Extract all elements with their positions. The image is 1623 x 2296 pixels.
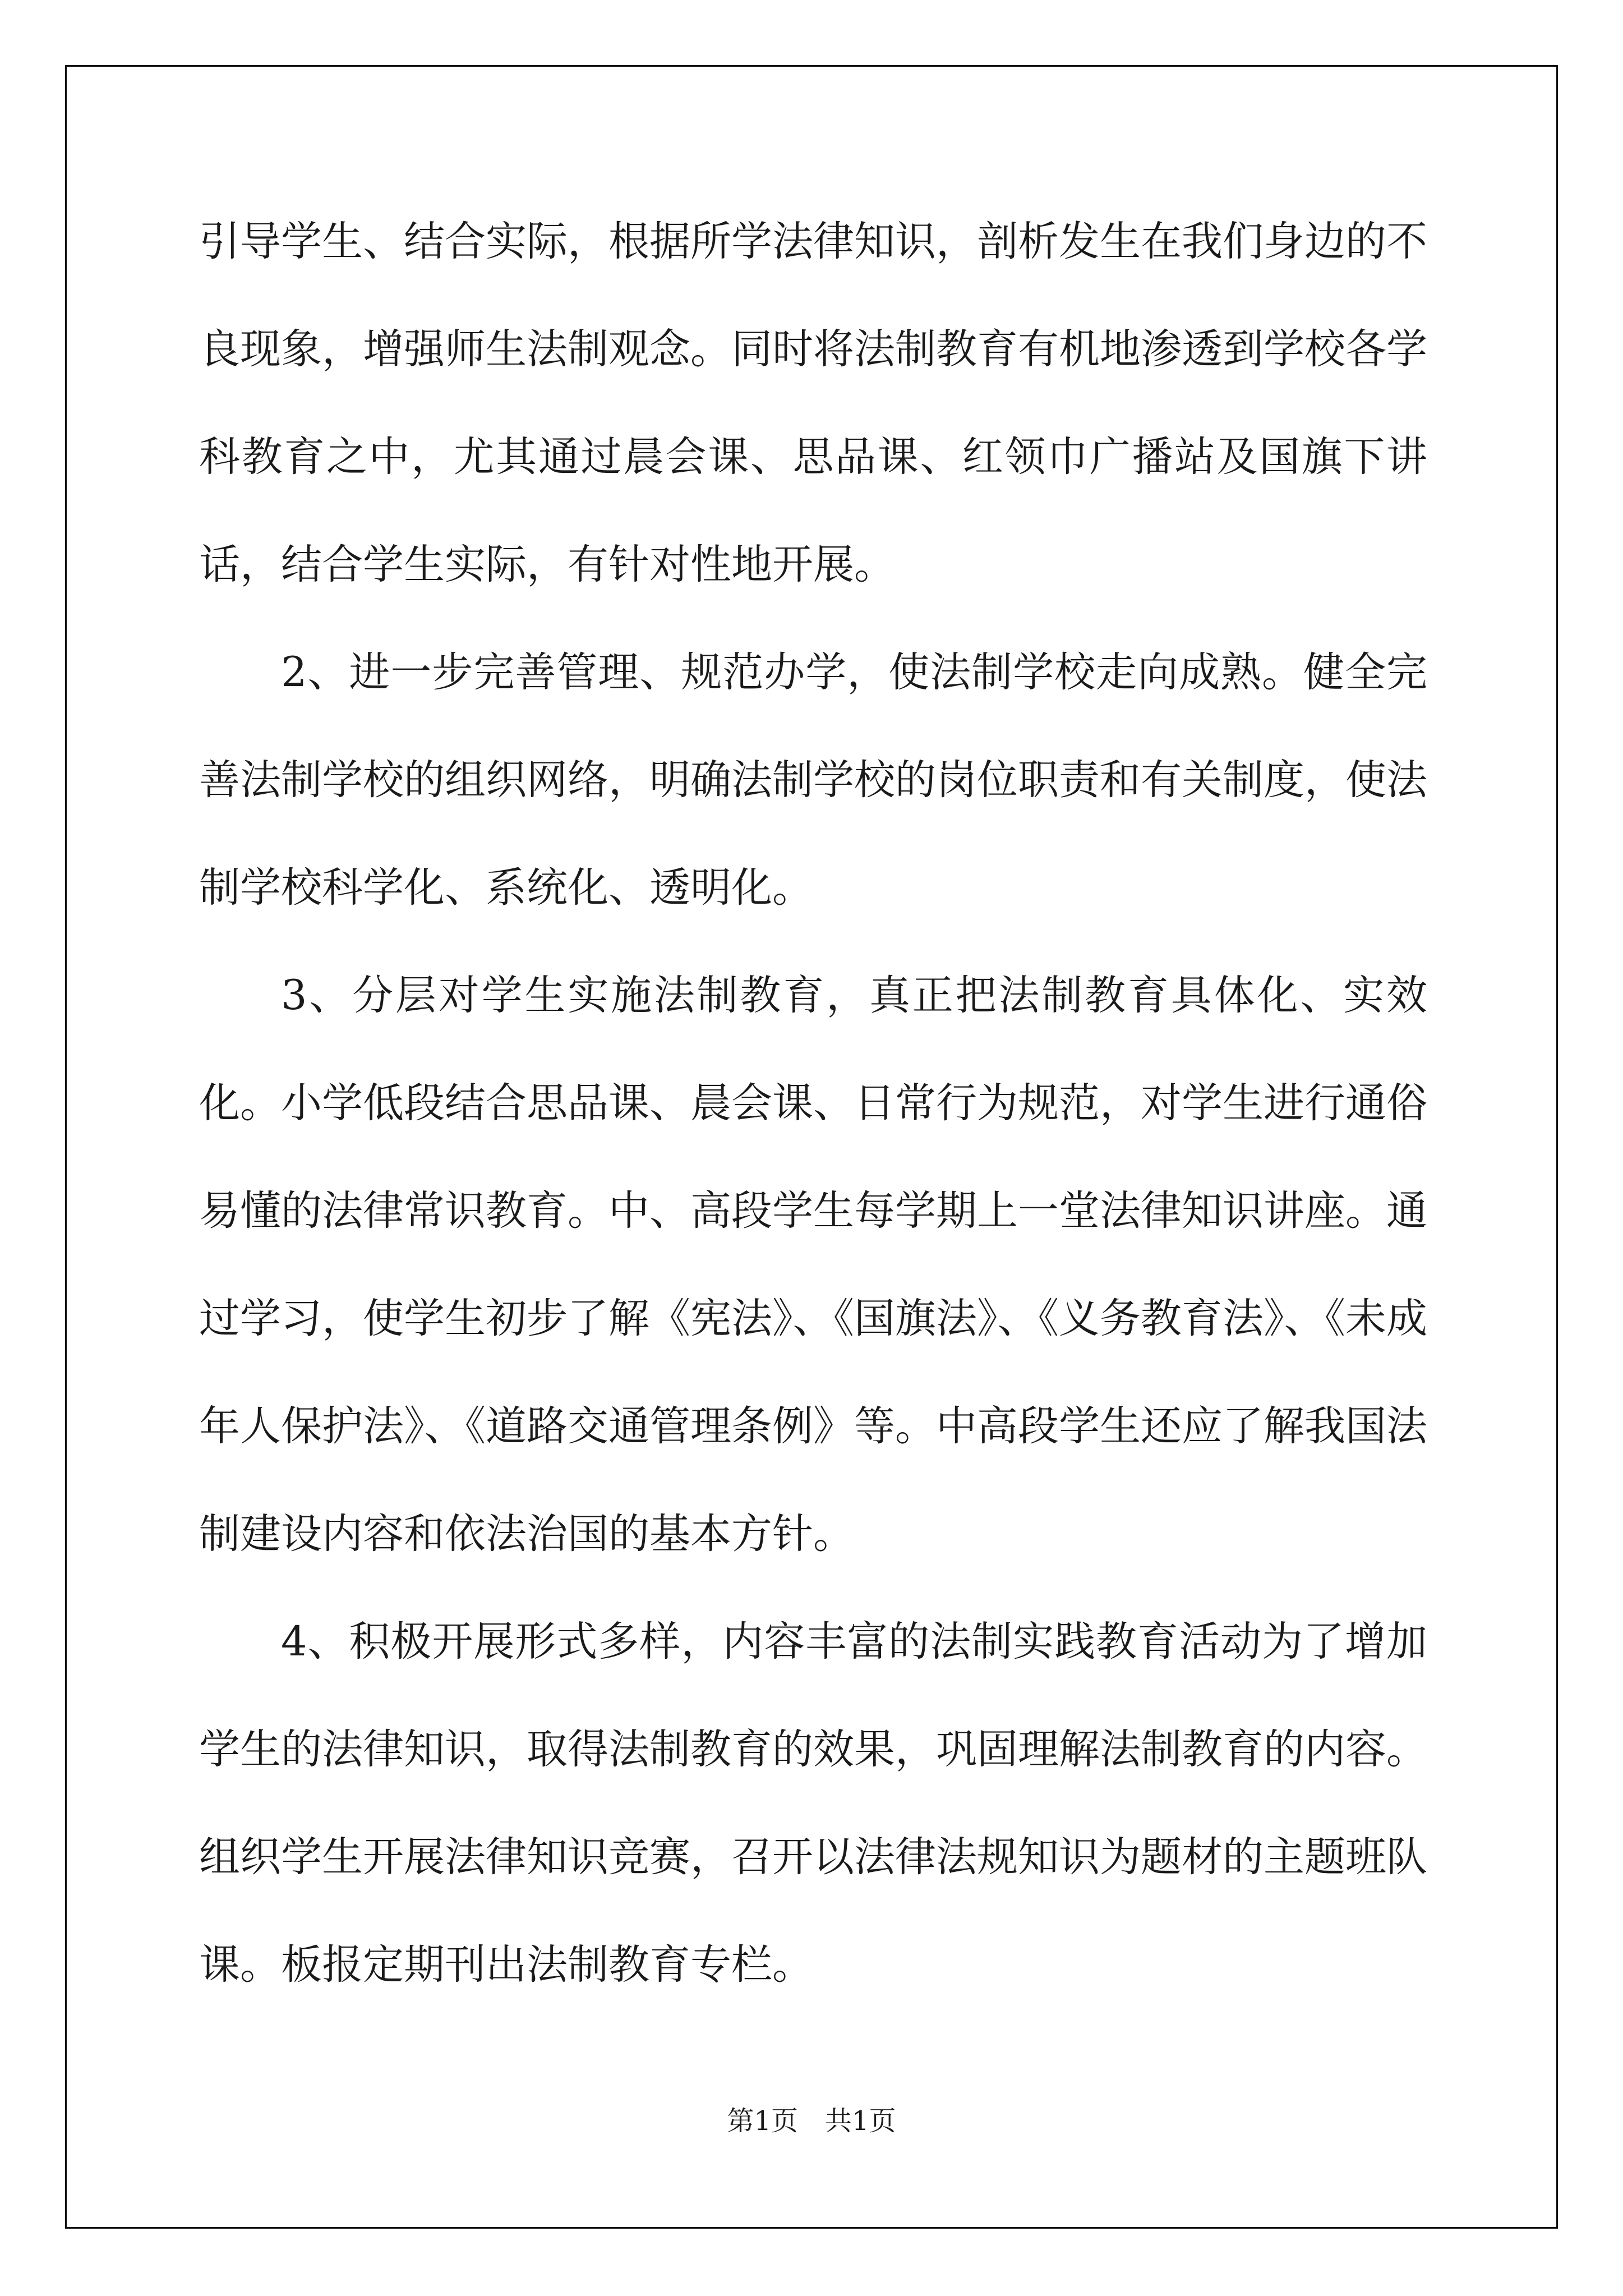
paragraph-4: 4、积极开展形式多样，内容丰富的法制实践教育活动为了增加学生的法律知识，取得法制教育的效果，巩固理解法制教育的内容。组织学生开展法律知识竞赛，召开以法律法规知识为题材的主题班队课。板报定期刊出法制教育专栏。 — [199, 1618, 1427, 1989]
paragraph-2: 2、进一步完善管理、规范办学，使法制学校走向成熟。健全完善法制学校的组织网络，明确法制学校的岗位职责和有关制度，使法制学校科学化、系统化、透明化。 — [199, 648, 1427, 912]
document-body — [199, 188, 1427, 2019]
paragraph-3: 3、分层对学生实施法制教育，真正把法制教育具体化、实效化。小学低段结合思品课、晨会课、日常行为规范，对学生进行通俗易懂的法律常识教育。中、高段学生每学期上一堂法律知识讲座。通过学习，使学生初步了解《宪法》、《国旗法》、《义务教育法》、《未成年人保护法》、《道路交通管理条例》等。中高段学生还应了解我国法制建设内容和依法治国的基本方针。 — [199, 972, 1427, 1558]
page-number-footer: 第1页 共1页 — [727, 2105, 896, 2137]
paragraph-1: 引导学生、结合实际，根据所学法律知识，剖析发生在我们身边的不良现象，增强师生法制观念。同时将法制教育有机地渗透到学校各学科教育之中，尤其通过晨会课、思品课、红领巾广播站及国旗下讲话，结合学生实际，有针对性地开展。 — [199, 218, 1427, 588]
